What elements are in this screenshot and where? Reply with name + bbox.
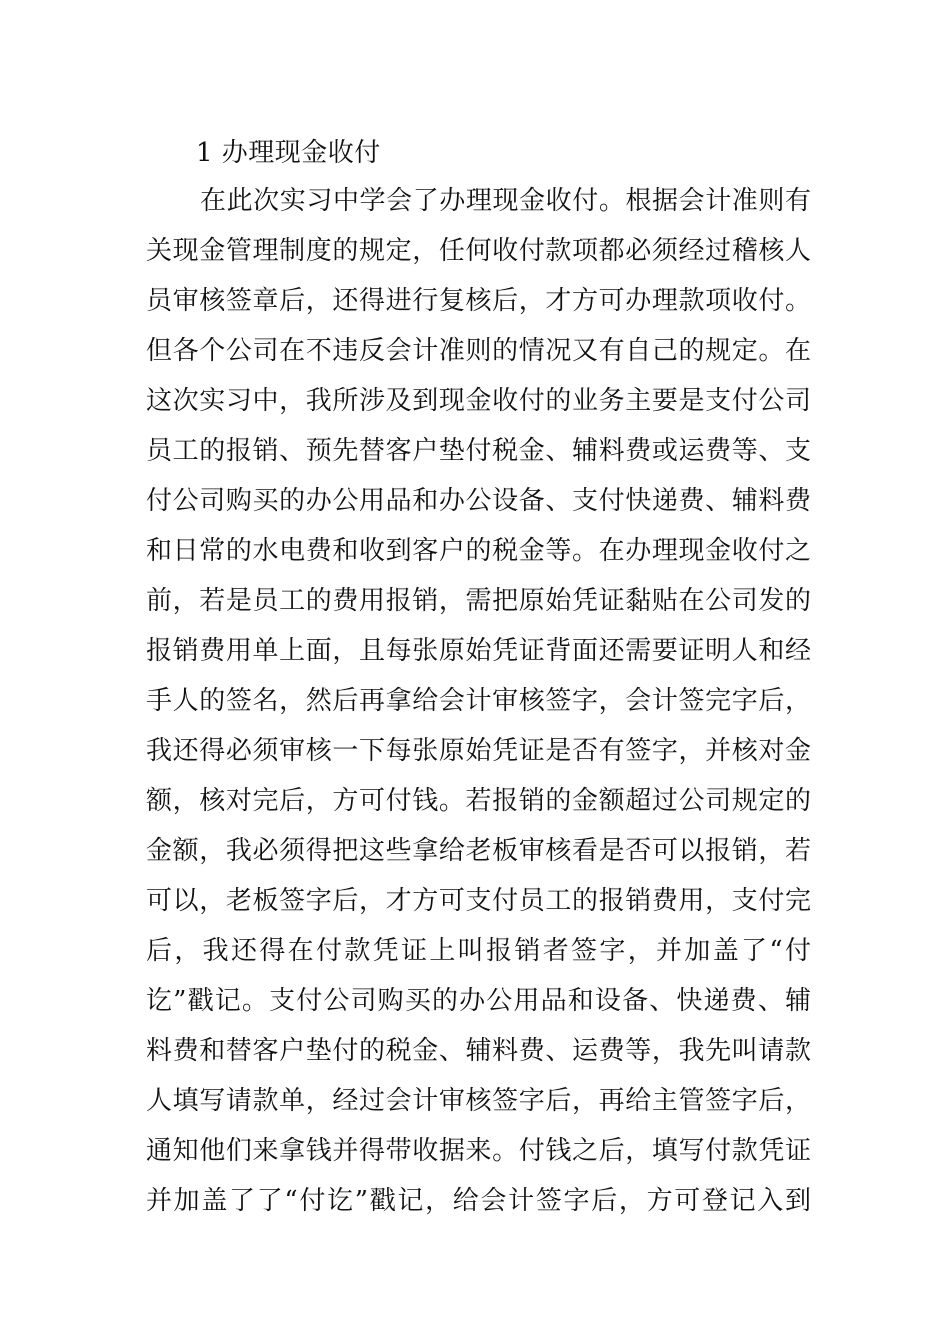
paragraph-line: 额，核对完后，方可付钱。若报销的金额超过公司规定的 bbox=[146, 786, 811, 816]
paragraph-line: 报销费用单上面，且每张原始凭证背面还需要证明人和经 bbox=[146, 636, 811, 666]
paragraph-line: 关现金管理制度的规定，任何收付款项都必须经过稽核人 bbox=[146, 236, 811, 266]
paragraph-line: 前，若是员工的费用报销，需把原始凭证黏贴在公司发的 bbox=[146, 586, 811, 616]
section-heading: 1 办理现金收付 bbox=[196, 138, 381, 168]
paragraph-line: 我还得必须审核一下每张原始凭证是否有签字，并核对金 bbox=[146, 736, 811, 766]
paragraph-line: 后，我还得在付款凭证上叫报销者签字，并加盖了“付 bbox=[146, 936, 811, 966]
paragraph-line: 和日常的水电费和收到客户的税金等。在办理现金收付之 bbox=[146, 536, 811, 566]
paragraph-line: 付公司购买的办公用品和办公设备、支付快递费、辅料费 bbox=[146, 486, 811, 516]
body-paragraph bbox=[146, 176, 811, 1226]
paragraph-line: 料费和替客户垫付的税金、辅料费、运费等，我先叫请款 bbox=[146, 1036, 811, 1066]
paragraph-line: 手人的签名，然后再拿给会计审核签字，会计签完字后， bbox=[146, 686, 811, 716]
paragraph-line: 并加盖了了“付讫”戳记，给会计签字后，方可登记入到 bbox=[146, 1186, 811, 1216]
paragraph-line: 金额，我必须得把这些拿给老板审核看是否可以报销，若 bbox=[146, 836, 811, 866]
paragraph-line: 人填写请款单，经过会计审核签字后，再给主管签字后， bbox=[146, 1086, 811, 1116]
paragraph-line: 员工的报销、预先替客户垫付税金、辅料费或运费等、支 bbox=[146, 436, 811, 466]
paragraph-line: 讫”戳记。支付公司购买的办公用品和设备、快递费、辅 bbox=[146, 986, 811, 1016]
paragraph-line: 员审核签章后，还得进行复核后，才方可办理款项收付。 bbox=[146, 286, 811, 316]
paragraph-line: 通知他们来拿钱并得带收据来。付钱之后，填写付款凭证 bbox=[146, 1136, 811, 1166]
paragraph-line: 可以，老板签字后，才方可支付员工的报销费用，支付完 bbox=[146, 886, 811, 916]
paragraph-line: 这次实习中，我所涉及到现金收付的业务主要是支付公司 bbox=[146, 386, 811, 416]
paragraph-line: 但各个公司在不违反会计准则的情况又有自己的规定。在 bbox=[146, 336, 811, 366]
paragraph-line: 在此次实习中学会了办理现金收付。根据会计准则有 bbox=[200, 186, 811, 216]
